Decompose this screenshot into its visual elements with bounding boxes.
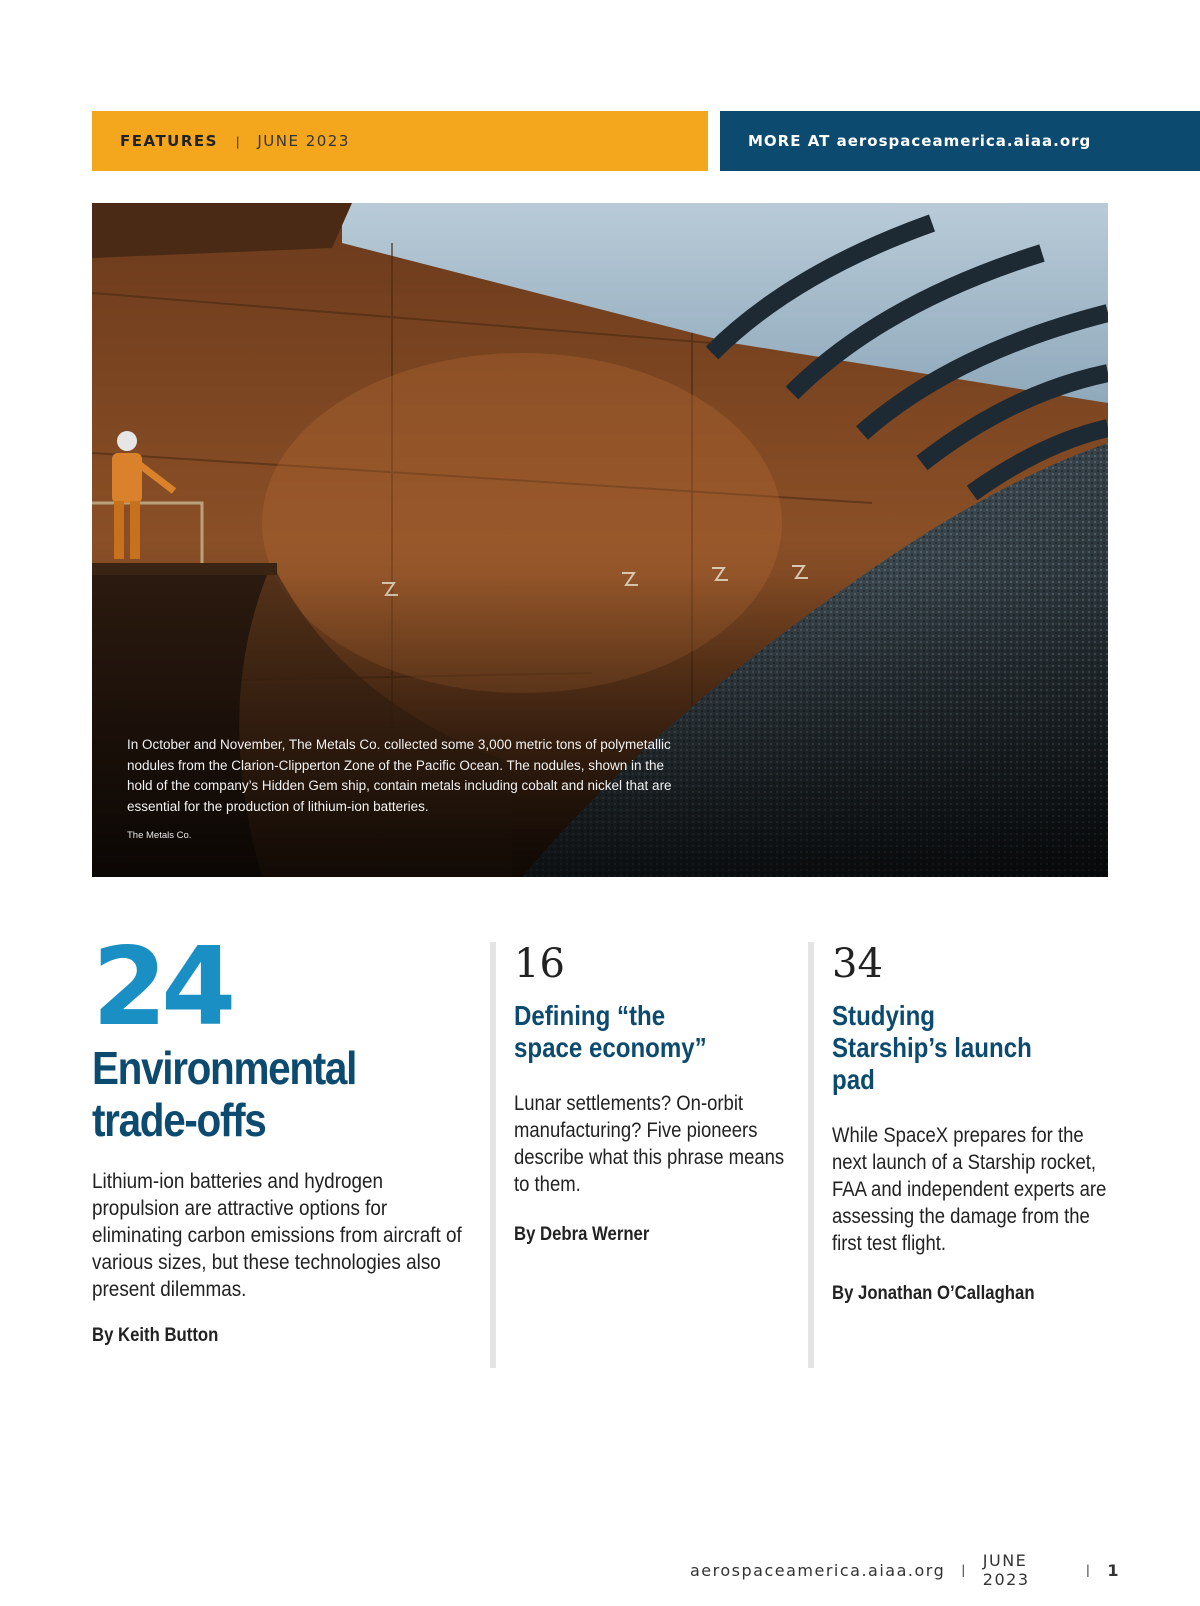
footer-site[interactable]: aerospaceamerica.aiaa.org <box>690 1560 946 1580</box>
feature-byline: By Debra Werner <box>514 1224 650 1245</box>
feature-page-number: 34 <box>832 941 883 987</box>
feature-photo <box>92 203 1108 877</box>
feature-title-text: Environmental trade-offs <box>92 1042 357 1146</box>
website-banner[interactable] <box>720 111 1200 171</box>
page-number: 1 <box>1107 1560 1120 1580</box>
footer-issue: JUNE 2023 <box>982 1551 1030 1589</box>
header-separator: | <box>235 133 240 149</box>
feature-secondary[interactable] <box>490 942 814 1368</box>
feature-description: While SpaceX prepares for the next launch of a Starship rocket, FAA and independent experts are assessing the damage from the first test flight. <box>832 1124 1107 1255</box>
issue-date: JUNE 2023 <box>257 132 350 150</box>
page-footer <box>690 1551 1120 1589</box>
footer-separator: | <box>961 1563 967 1577</box>
feature-title <box>92 1042 409 1146</box>
feature-title: Defining “the space economy” <box>514 1000 707 1063</box>
feature-title: Studying Starship’s launch pad <box>832 1000 1032 1095</box>
photo-credit: The Metals Co. <box>127 830 192 841</box>
feature-byline: By Jonathan O’Callaghan <box>832 1283 1035 1304</box>
feature-page-number: 16 <box>514 941 565 987</box>
feature-byline: By Keith Button <box>92 1325 219 1346</box>
section-banner <box>92 111 708 171</box>
feature-description: Lunar settlements? On-orbit manufacturing? Five pioneers describe what this phrase means to them. <box>514 1092 785 1196</box>
section-label: FEATURES <box>120 132 218 150</box>
footer-separator-2: | <box>1085 1563 1092 1577</box>
feature-page-number: 24 <box>92 925 231 1050</box>
more-link[interactable]: MORE AT aerospaceamerica.aiaa.org <box>748 132 1092 150</box>
feature-lead[interactable] <box>92 925 462 1347</box>
feature-description: Lithium-ion batteries and hydrogen propulsion are attractive options for eliminating carbon emissions from aircraft of various sizes, but these technologies also present dilemmas. <box>92 1170 462 1301</box>
feature-tertiary[interactable] <box>808 942 1142 1368</box>
photo-caption: In October and November, The Metals Co. collected some 3,000 metric tons of polymetallic nodules from the Clarion-Clipperton Zone of the Pacific Ocean. The nodules, shown in the hold of the company’s Hidden Gem ship, contain metals including cobalt and nickel that are essential for the production of lithium-ion batteries. <box>127 737 672 814</box>
